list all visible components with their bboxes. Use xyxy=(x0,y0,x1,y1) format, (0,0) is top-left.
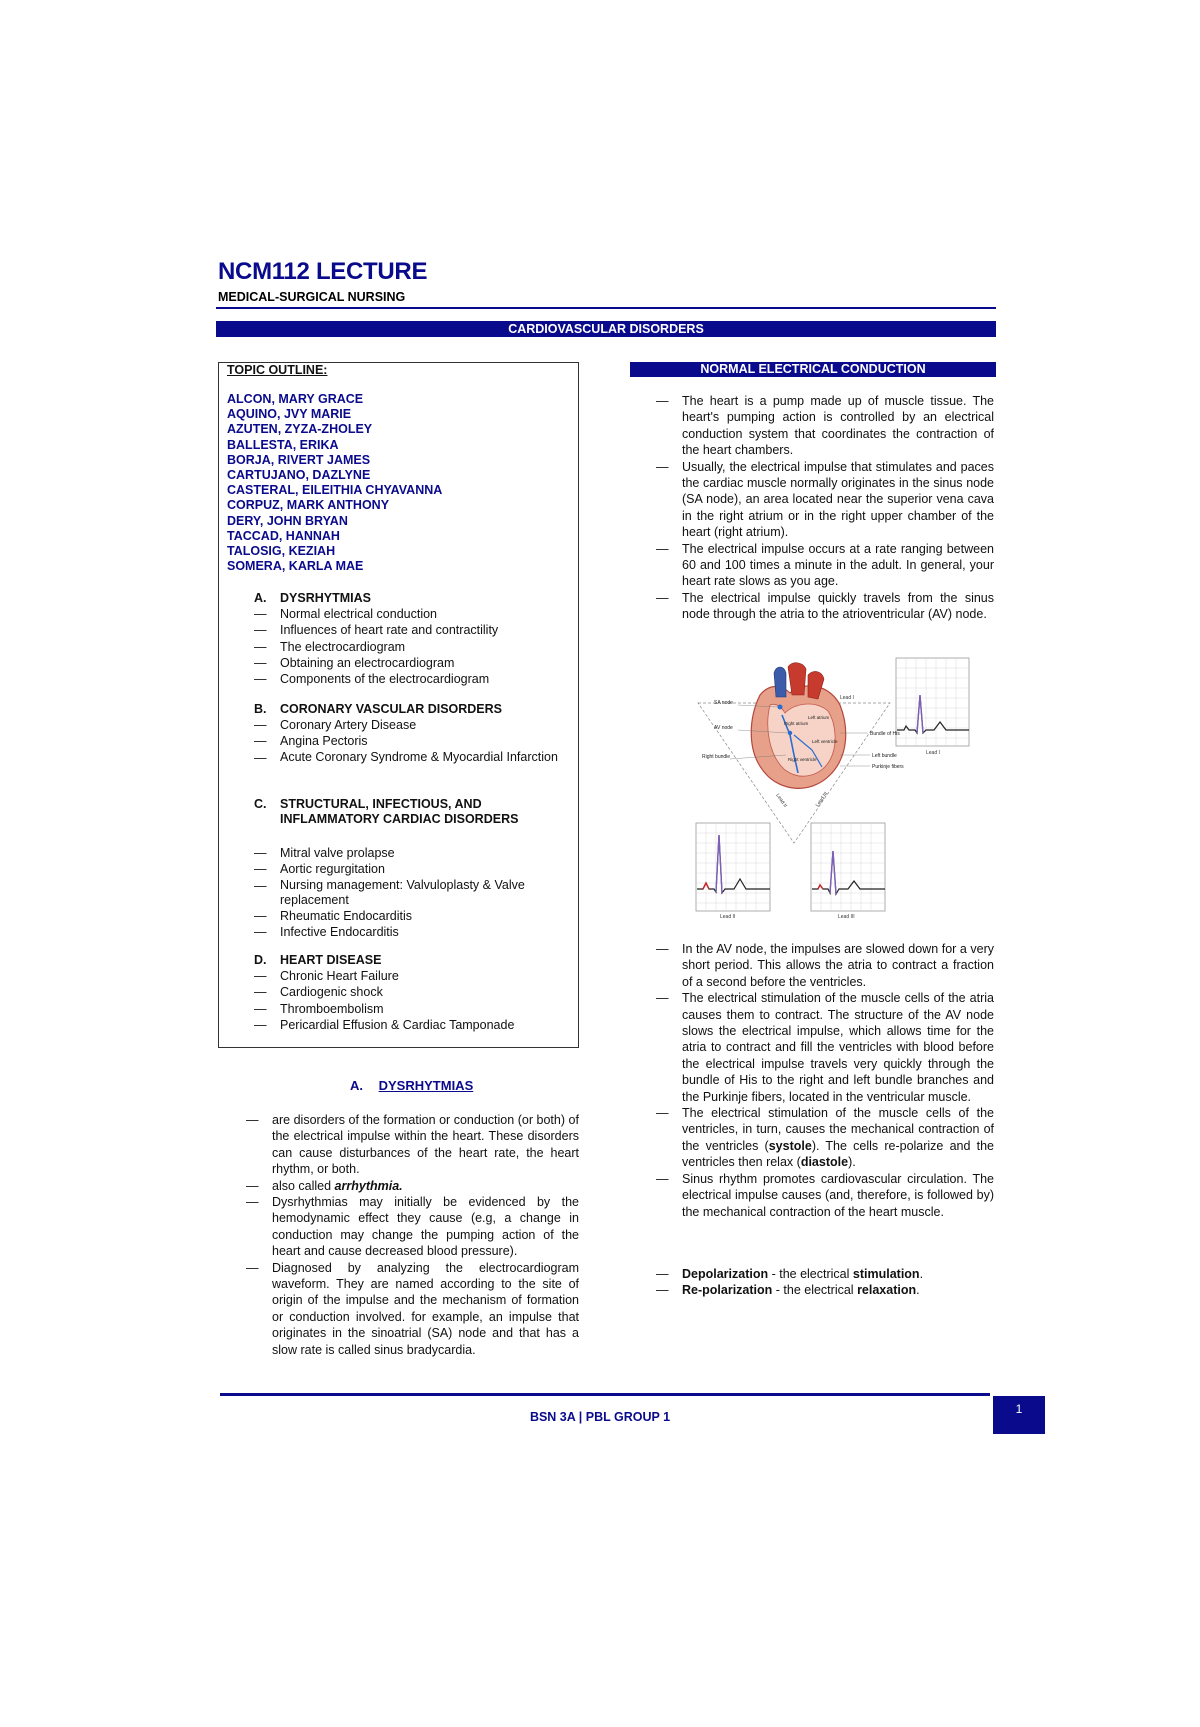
list-item: — The electrocardiogram xyxy=(254,639,406,654)
term-diastole: diastole xyxy=(800,1155,849,1170)
list-item: — The heart is a pump made up of muscle tissue. The heart's pumping action is controlled by an electrical conduction system that coordinates the contraction of the heart chambers. xyxy=(656,394,994,458)
section-title: HEART DISEASE xyxy=(280,953,382,967)
bundle-of-his-label: Bundle of His xyxy=(870,731,900,737)
list-item: — Mitral valve prolapse xyxy=(254,846,395,860)
dash-bullet: — xyxy=(656,991,669,1006)
list-item: — Angina Pectoris xyxy=(254,734,368,749)
list-item: — Cardiogenic shock xyxy=(254,985,383,1000)
dash-bullet: — xyxy=(254,846,267,860)
outline-subtopics xyxy=(254,717,574,766)
dash-bullet: — xyxy=(656,942,669,956)
dash-bullet: — xyxy=(254,655,267,670)
list-item: — The electrical stimulation of the muscle cells of the atria causes them to contract. The structure of the AV node slows the electrical impulse, which allows time for the atria to contract and fill the ventricles with blood before the electrical impulse travels very quickly through the bundle of His to the right and left bundle branches and the Purkinje fibers, located in the ventricular muscle. xyxy=(656,991,994,1104)
section-title: DYSRHYTMIAS xyxy=(280,591,371,605)
footer-rule xyxy=(220,1393,990,1396)
outline-subtopics xyxy=(254,845,574,940)
left-atrium-label: Left atrium xyxy=(808,715,830,720)
topic-banner: CARDIOVASCULAR DISORDERS xyxy=(216,321,996,337)
term-repolarization: Re-polarization xyxy=(682,1283,773,1298)
dash-bullet: — xyxy=(656,394,669,408)
dash-bullet: — xyxy=(254,1017,267,1032)
list-item: — Diagnosed by analyzing the electrocardiogram waveform. They are named according to the site of origin of the impulse and the mechanism of formation or conduction involved. for example, an impulse that originates in the sinoatrial (SA) node and that has a slow rate is called sinus bradycardia. xyxy=(246,1260,579,1357)
author-name: BORJA, RIVERT JAMES xyxy=(227,452,371,467)
left-ventricle-label: Left ventricle xyxy=(812,739,838,744)
section-letter: A. xyxy=(254,591,267,605)
dash-bullet: — xyxy=(246,1260,259,1275)
section-letter: C. xyxy=(254,797,267,811)
section-letter: A. xyxy=(350,1078,363,1093)
dash-bullet: — xyxy=(254,750,267,765)
dysrhythmias-heading xyxy=(350,1078,473,1093)
outline-section-heading xyxy=(254,702,574,717)
lead3-caption: Lead III xyxy=(838,914,855,920)
author-name: DERY, JOHN BRYAN xyxy=(227,513,348,528)
dash-bullet: — xyxy=(246,1178,259,1193)
list-item: — In the AV node, the impulses are slowed down for a very short period. This allows the atria to contract a fraction of a second before the ventricles. xyxy=(656,942,994,989)
dash-bullet: — xyxy=(254,1001,267,1016)
dash-bullet: — xyxy=(246,1195,259,1210)
author-name: TALOSIG, KEZIAH xyxy=(227,544,336,559)
section-title: CORONARY VASCULAR DISORDERS xyxy=(280,702,503,716)
topic-outline-title: TOPIC OUTLINE: xyxy=(227,363,328,377)
conduction-bullets-top xyxy=(656,393,994,623)
page-title: NCM112 LECTURE xyxy=(218,258,428,285)
section-title: DYSRHYTMIAS xyxy=(378,1078,474,1093)
page-number: 1 xyxy=(993,1396,1045,1434)
list-item: — Aortic regurgitation xyxy=(254,862,385,877)
conduction-terms xyxy=(656,1266,994,1299)
av-node-label: AV node xyxy=(714,725,733,731)
dash-bullet: — xyxy=(254,718,267,732)
list-item: — Re-polarization - the electrical relaxation. xyxy=(656,1283,920,1298)
dash-bullet: — xyxy=(254,969,267,983)
list-item: — also called arrhythmia. xyxy=(246,1178,403,1193)
list-item: — Thromboembolism xyxy=(254,1001,384,1016)
author-name: CASTERAL, EILEITHIA CHYAVANNA xyxy=(227,483,443,498)
dash-bullet: — xyxy=(246,1113,259,1127)
dash-bullet: — xyxy=(254,672,267,687)
list-item: — Obtaining an electrocardiogram xyxy=(254,655,455,670)
author-name: TACCAD, HANNAH xyxy=(227,528,340,543)
dash-bullet: — xyxy=(656,1283,669,1298)
lead3-label: Lead III xyxy=(814,791,830,809)
author-name: ALCON, MARY GRACE xyxy=(227,392,364,406)
ecg-lead-2-grid xyxy=(696,823,770,920)
list-item: — Coronary Artery Disease xyxy=(254,718,417,732)
dash-bullet: — xyxy=(254,908,267,923)
page-subtitle: MEDICAL-SURGICAL NURSING xyxy=(218,290,406,304)
author-name: AQUINO, JVY MARIE xyxy=(227,407,352,422)
outline-section-heading xyxy=(254,591,574,606)
list-item: — The electrical stimulation of the muscle cells of the ventricles, in turn, causes the mechanical contraction of the ventricles (systole). The cells re-polarize and the ventricles then relax (diastole). xyxy=(656,1106,994,1170)
ecg-lead-3-grid xyxy=(811,823,885,920)
list-item: — Components of the electrocardiogram xyxy=(254,672,490,687)
sa-node-label: SA node xyxy=(714,700,733,706)
outline-section-c xyxy=(254,797,574,940)
section-letter: D. xyxy=(254,953,267,967)
term-arrhythmia: arrhythmia. xyxy=(334,1178,403,1193)
dash-bullet: — xyxy=(656,541,669,556)
list-item: — Depolarization - the electrical stimulation. xyxy=(656,1267,924,1281)
lead2-caption: Lead II xyxy=(720,914,736,920)
outline-subtopics xyxy=(254,606,574,687)
outline-section-d xyxy=(254,953,574,1033)
list-item: — Pericardial Effusion & Cardiac Tamponade xyxy=(254,1017,515,1032)
author-name: BALLESTA, ERIKA xyxy=(227,437,339,452)
lead1-caption: Lead I xyxy=(926,750,940,756)
list-item: — Influences of heart rate and contractility xyxy=(254,623,499,638)
term-depolarization: Depolarization xyxy=(682,1267,769,1281)
heart-conduction-figure xyxy=(690,655,976,920)
outline-section-heading xyxy=(254,953,574,968)
list-item: — Usually, the electrical impulse that stimulates and paces the cardiac muscle normally originates in the sinus node (SA node), an area located near the superior vena cava in the right atrium or in the right upper chamber of the heart (right atrium). xyxy=(656,459,994,540)
list-item: — Acute Coronary Syndrome & Myocardial Infarction xyxy=(254,749,558,765)
lead1-label: Lead I xyxy=(840,695,854,701)
list-item: — Rheumatic Endocarditis xyxy=(254,908,413,923)
right-atrium-label: Right atrium xyxy=(784,721,809,726)
dash-bullet: — xyxy=(254,607,267,621)
right-ventricle-label: Right ventricle xyxy=(788,757,817,762)
section-letter: B. xyxy=(254,702,267,716)
dash-bullet: — xyxy=(656,590,669,605)
author-name: CORPUZ, MARK ANTHONY xyxy=(227,498,390,513)
outline-section-b xyxy=(254,702,574,766)
dash-bullet: — xyxy=(656,1106,669,1121)
list-item: — are disorders of the formation or conduction (or both) of the electrical impulse within the heart. These disorders can cause disturbances of the heart rate, the heart rhythm, or both. xyxy=(246,1113,579,1177)
dash-bullet: — xyxy=(656,459,669,474)
normal-conduction-banner: NORMAL ELECTRICAL CONDUCTION xyxy=(630,362,996,377)
list-item: — Normal electrical conduction xyxy=(254,607,438,621)
list-item: — The electrical impulse quickly travels from the sinus node through the atria to the atrioventricular (AV) node. xyxy=(656,590,994,622)
right-bundle-label: Right bundle xyxy=(702,754,731,760)
outline-section-a xyxy=(254,591,574,687)
conduction-bullets-bottom xyxy=(656,941,994,1220)
dash-bullet: — xyxy=(656,1171,669,1186)
dysrhythmias-bullets xyxy=(246,1112,579,1358)
dash-bullet: — xyxy=(254,878,267,893)
dash-bullet: — xyxy=(254,924,267,939)
heart-illustration xyxy=(751,663,845,789)
dash-bullet: — xyxy=(656,1267,669,1281)
lead2-label: Lead II xyxy=(774,792,789,809)
term-systole: systole xyxy=(768,1138,812,1153)
left-bundle-label: Left bundle xyxy=(872,753,897,759)
dash-bullet: — xyxy=(254,985,267,1000)
author-name: SOMERA, KARLA MAE xyxy=(227,559,364,574)
section-title: STRUCTURAL, INFECTIOUS, AND INFLAMMATORY CARDIAC DISORDERS xyxy=(280,797,519,826)
author-name: CARTUJANO, DAZLYNE xyxy=(227,468,371,483)
outline-subtopics xyxy=(254,968,574,1033)
list-item: — Dysrhythmias may initially be evidenced by the hemodynamic effect they cause (e.g, a change in conduction may change the pumping action of the heart and cause decreased blood pressure). xyxy=(246,1195,579,1259)
list-item: — Sinus rhythm promotes cardiovascular circulation. The electrical impulse causes (and, therefore, is followed by) the mechanical contraction of the heart muscle. xyxy=(656,1171,994,1219)
author-list xyxy=(227,392,442,574)
list-item: — Infective Endocarditis xyxy=(254,924,399,939)
dash-bullet: — xyxy=(254,623,267,638)
purkinje-label: Purkinje fibers xyxy=(872,764,904,770)
author-name: AZUTEN, ZYZA-ZHOLEY xyxy=(227,422,373,437)
dash-bullet: — xyxy=(254,639,267,654)
dash-bullet: — xyxy=(254,734,267,749)
list-item: — Nursing management: Valvuloplasty & Valve replacement xyxy=(254,877,525,907)
header-rule xyxy=(216,307,996,309)
list-item: — Chronic Heart Failure xyxy=(254,969,399,983)
footer-group-label: BSN 3A | PBL GROUP 1 xyxy=(529,1410,671,1424)
list-item: — The electrical impulse occurs at a rate ranging between 60 and 100 times a minute in the adult. In general, your heart rate slows as you age. xyxy=(656,541,994,589)
dash-bullet: — xyxy=(254,862,267,877)
outline-section-heading xyxy=(254,797,574,827)
ecg-lead-1-grid xyxy=(896,658,969,756)
